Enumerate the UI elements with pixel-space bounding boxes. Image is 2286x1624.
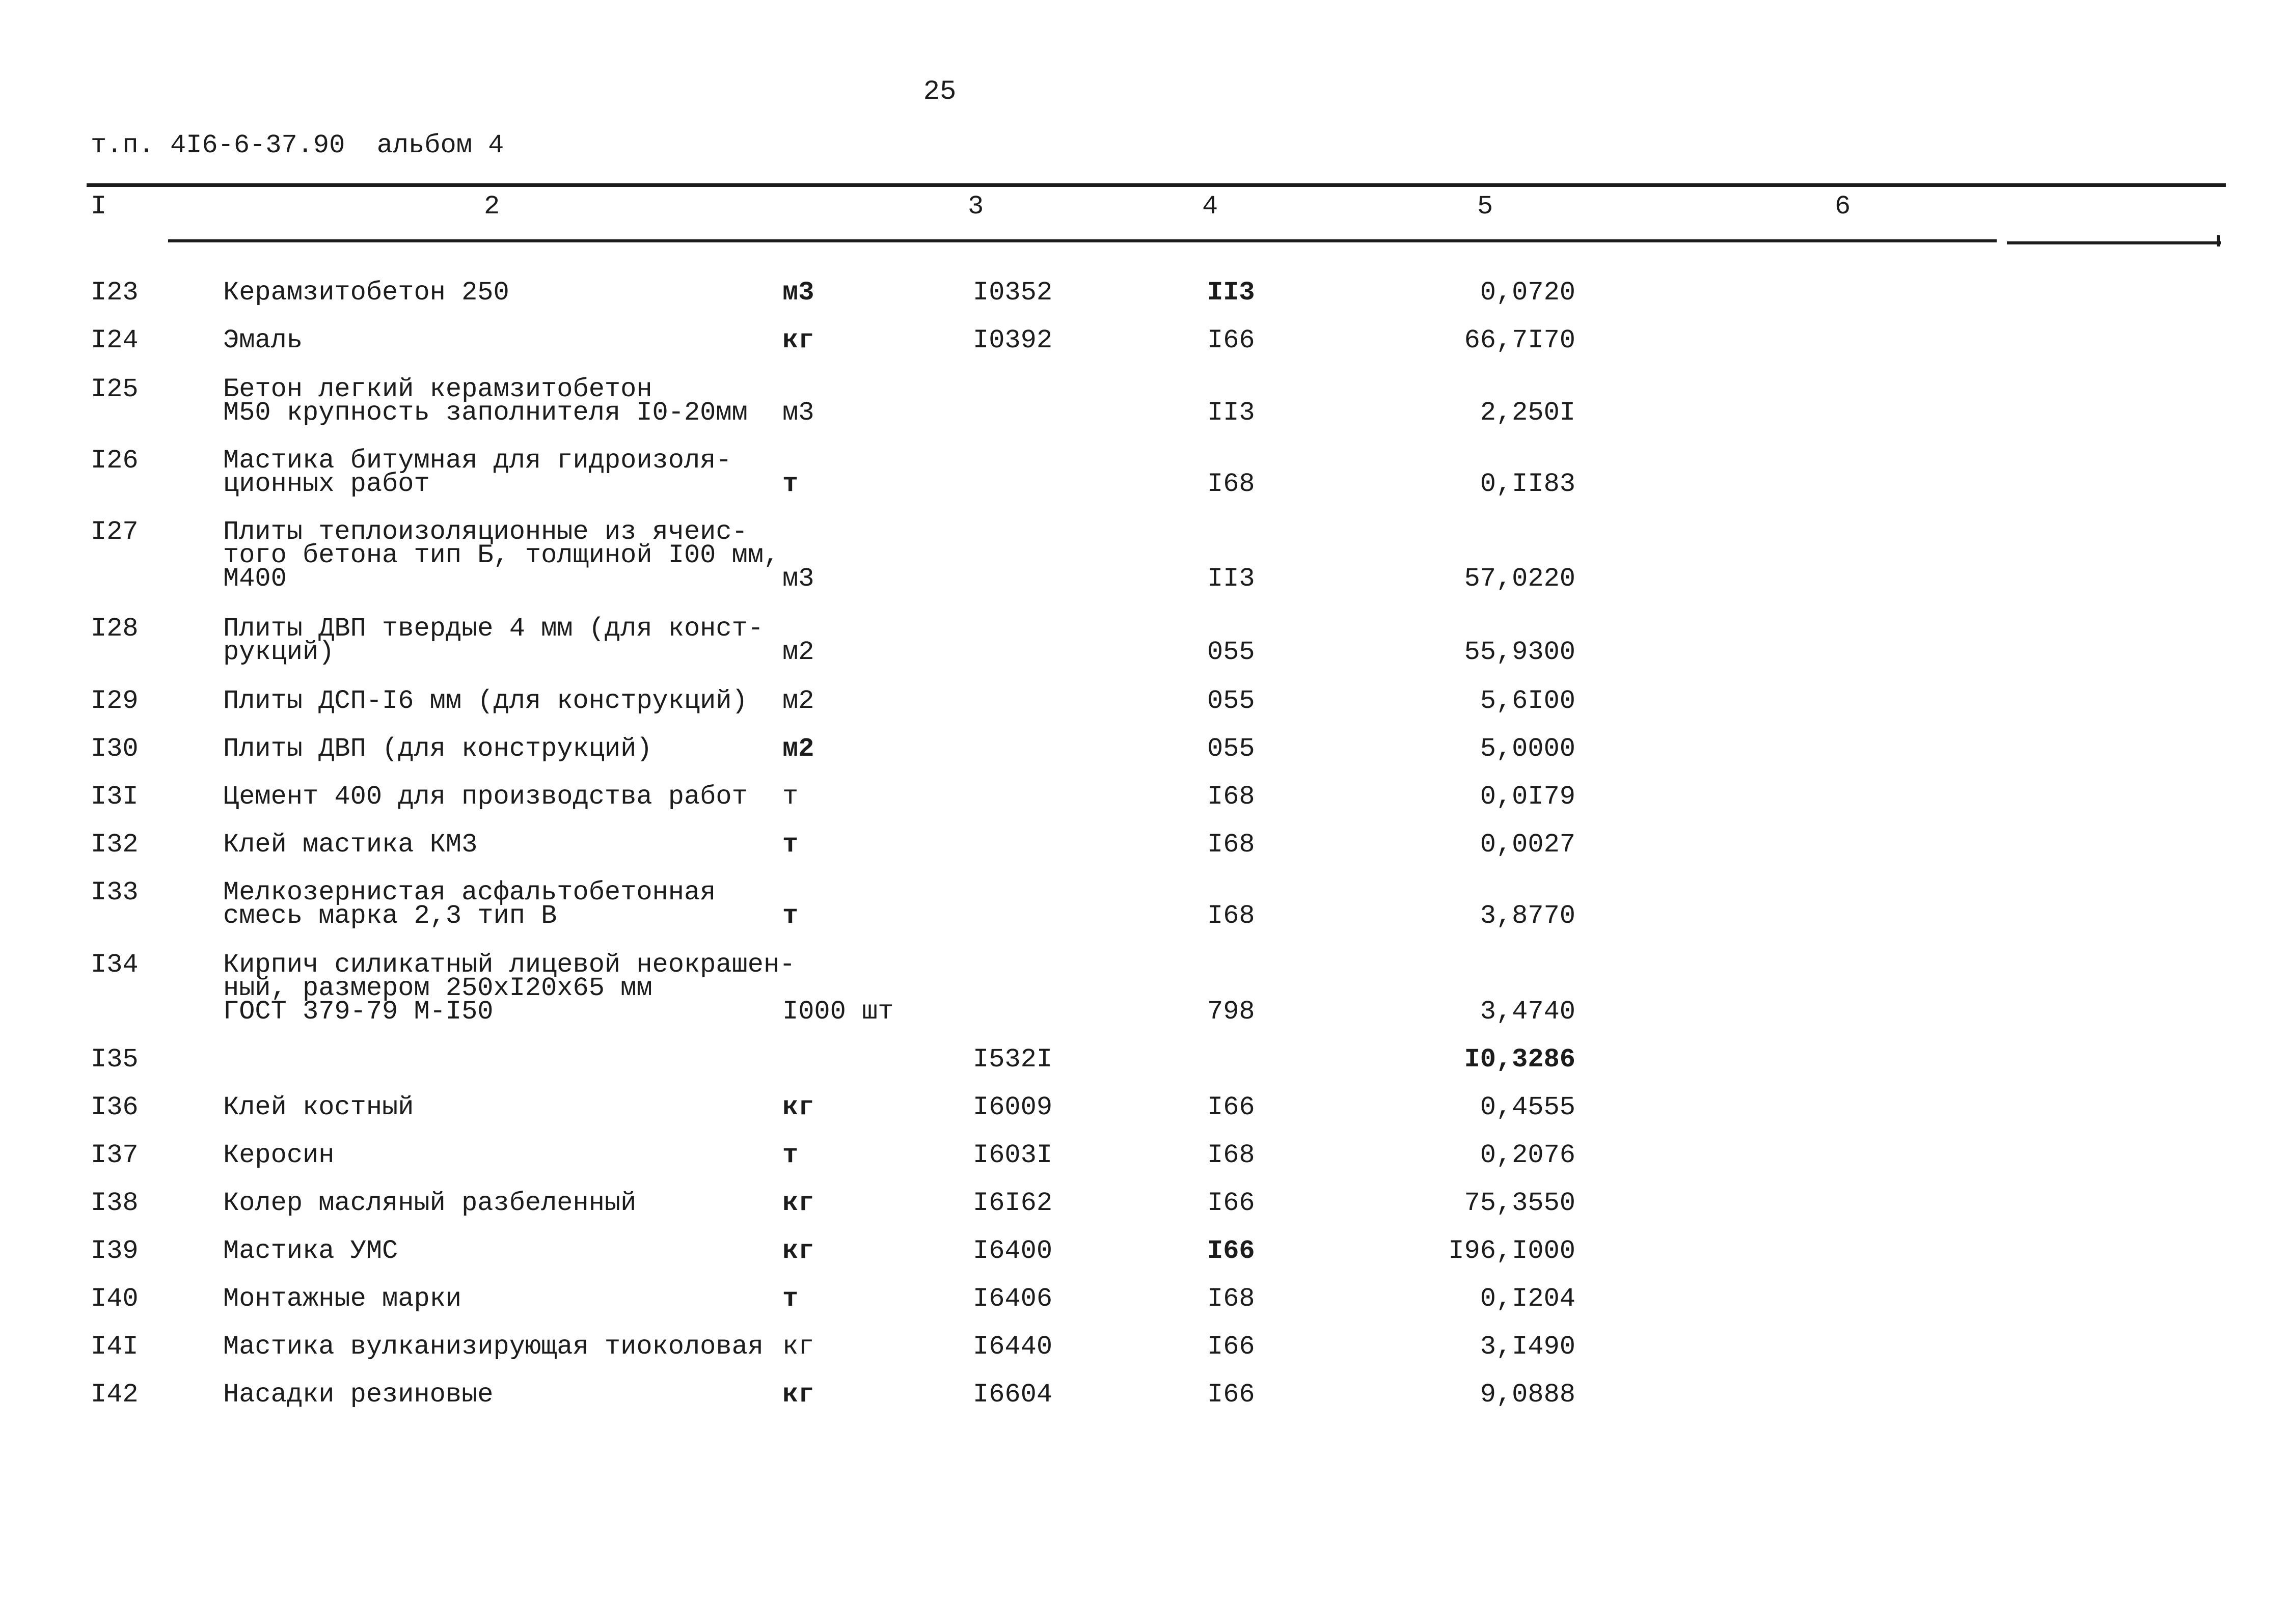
row-number: I35 [91,1044,139,1075]
group-code: I68 [1207,1284,1255,1314]
row-number: I38 [91,1188,139,1218]
material-name: Плиты теплоизоляционные из ячеис- того бетона тип Б, толщиной I00 мм, М400 [223,517,780,594]
column-header-3: 3 [968,191,984,222]
material-name: Керамзитобетон 250 [223,278,509,308]
group-code: I66 [1207,1332,1255,1362]
row-number: I27 [91,517,139,547]
row-number: I33 [91,877,139,907]
row-number: I40 [91,1284,139,1314]
row-number: I30 [91,734,139,764]
material-name: Плиты ДСП-I6 мм (для конструкций) [223,686,748,716]
resource-code: I532I [973,1044,1053,1075]
resource-code: I6440 [973,1332,1053,1362]
unit: кг [782,1092,814,1122]
row-number: I34 [91,950,139,980]
row-number: I42 [91,1380,139,1410]
material-name: Мастика вулканизирующая тиоколовая [223,1332,764,1362]
group-code: I68 [1207,782,1255,812]
quantity: 5,0000 [1480,734,1575,764]
row-number: I24 [91,325,139,355]
resource-code: I0392 [973,325,1053,355]
row-number: I4I [91,1332,139,1362]
quantity: 0,4555 [1480,1092,1575,1122]
resource-code: I6I62 [973,1188,1053,1218]
row-number: I3I [91,782,139,812]
resource-code: I6406 [973,1284,1053,1314]
quantity: 3,8770 [1480,901,1575,931]
row-number: I26 [91,446,139,476]
unit: м2 [782,686,814,716]
unit: т [782,1284,799,1314]
row-number: I23 [91,278,139,308]
quantity: I96,I000 [1448,1236,1575,1266]
page-number: 25 [923,76,957,107]
unit: кг [782,325,814,355]
document-header: т.п. 4I6-6-37.90 альбом 4 [91,130,504,160]
unit: м2 [782,637,814,667]
row-number: I32 [91,830,139,860]
unit: т [782,1140,799,1170]
unit: т [782,782,799,812]
row-number: I28 [91,614,139,644]
quantity: 0,2076 [1480,1140,1575,1170]
quantity: 57,0220 [1464,564,1575,594]
group-code: I66 [1207,1092,1255,1122]
material-name: Мастика битумная для гидроизоля- ционных работ [223,446,732,499]
unit: м2 [782,734,814,764]
resource-code: I0352 [973,278,1053,308]
row-number: I36 [91,1092,139,1122]
unit: м3 [782,564,814,594]
unit: т [782,830,799,860]
material-name: Бетон легкий керамзитобетон М50 крупность заполнителя I0-20мм [223,374,748,428]
material-name: Цемент 400 для производства работ [223,782,748,812]
column-header-4: 4 [1202,191,1218,222]
group-code: 055 [1207,686,1255,716]
group-code: I66 [1207,325,1255,355]
material-name: Монтажные марки [223,1284,462,1314]
resource-code: I6604 [973,1380,1053,1410]
material-name: Мастика УМС [223,1236,398,1266]
quantity: 55,9300 [1464,637,1575,667]
unit: кг [782,1188,814,1218]
quantity: 0,0720 [1480,278,1575,308]
material-name: Клей мастика КМ3 [223,830,478,860]
material-name: Плиты ДВП твердые 4 мм (для конст- рукций) [223,614,764,667]
group-code: I68 [1207,830,1255,860]
quantity: 66,7I70 [1464,325,1575,355]
material-name: Клей костный [223,1092,414,1122]
material-name: Насадки резиновые [223,1380,494,1410]
group-code: I66 [1207,1188,1255,1218]
quantity: I0,3286 [1464,1044,1575,1075]
group-code: I68 [1207,901,1255,931]
quantity: 75,3550 [1464,1188,1575,1218]
resource-code: I6009 [973,1092,1053,1122]
group-code: 055 [1207,637,1255,667]
group-code: I68 [1207,1140,1255,1170]
column-header-2: 2 [484,191,500,222]
column-header-6: 6 [1835,191,1851,222]
resource-code: I603I [973,1140,1053,1170]
quantity: 0,II83 [1480,469,1575,499]
material-name: Керосин [223,1140,335,1170]
quantity: 0,0027 [1480,830,1575,860]
unit: кг [782,1236,814,1266]
unit: м3 [782,278,814,308]
quantity: 9,0888 [1480,1380,1575,1410]
quantity: 2,250I [1480,398,1575,428]
group-code: I68 [1207,469,1255,499]
quantity: 3,4740 [1480,997,1575,1027]
quantity: 0,I204 [1480,1284,1575,1314]
material-name: Мелкозернистая асфальтобетонная смесь марка 2,3 тип В [223,877,716,931]
group-code: II3 [1207,564,1255,594]
group-code: 055 [1207,734,1255,764]
unit: т [782,469,799,499]
group-code: I66 [1207,1380,1255,1410]
unit: кг [782,1380,814,1410]
row-number: I39 [91,1236,139,1266]
row-number: I25 [91,374,139,404]
unit: I000 шт [782,997,894,1027]
quantity: 5,6I00 [1480,686,1575,716]
material-name: Кирпич силикатный лицевой неокрашен- ный, размером 250хI20х65 мм ГОСТ 379-79 М-I50 [223,950,796,1027]
quantity: 3,I490 [1480,1332,1575,1362]
column-header-1: I [91,191,107,222]
unit: кг [782,1332,814,1362]
group-code: II3 [1207,398,1255,428]
material-name: Плиты ДВП (для конструкций) [223,734,652,764]
resource-code: I6400 [973,1236,1053,1266]
group-code: II3 [1207,278,1255,308]
group-code: I66 [1207,1236,1255,1266]
row-number: I37 [91,1140,139,1170]
material-name: Эмаль [223,325,303,355]
group-code: 798 [1207,997,1255,1027]
unit: т [782,901,799,931]
quantity: 0,0I79 [1480,782,1575,812]
material-name: Колер масляный разбеленный [223,1188,637,1218]
column-header-5: 5 [1477,191,1493,222]
unit: м3 [782,398,814,428]
row-number: I29 [91,686,139,716]
